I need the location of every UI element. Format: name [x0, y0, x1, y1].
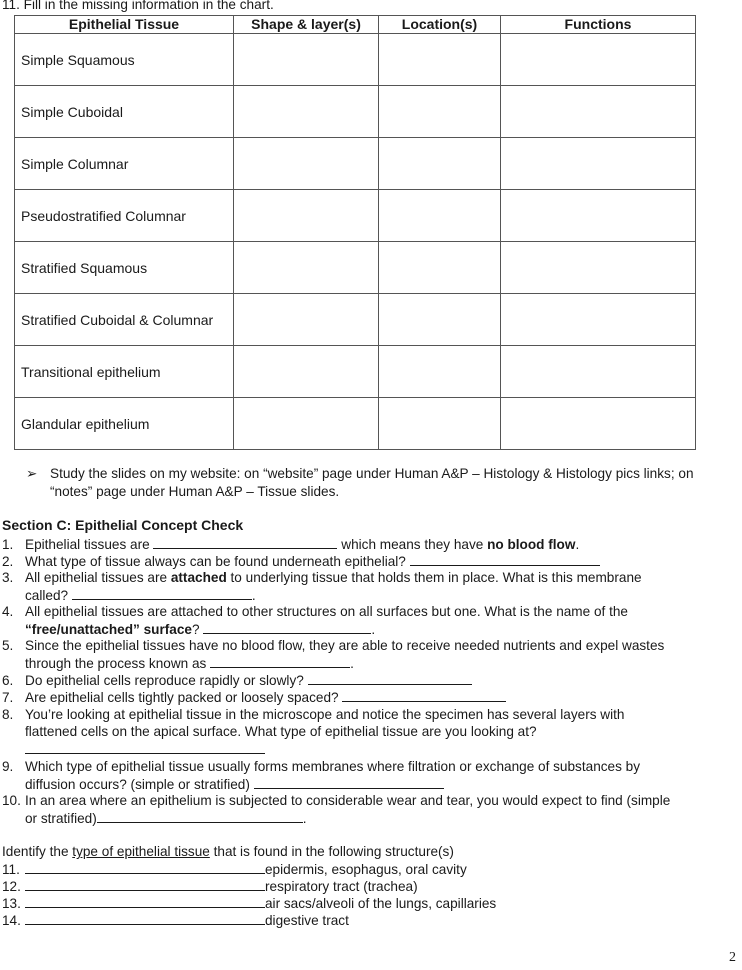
location-cell[interactable]	[379, 86, 501, 138]
function-cell[interactable]	[501, 398, 696, 450]
table-row	[15, 190, 696, 242]
answer-blank[interactable]	[308, 671, 472, 685]
tissue-name: Simple Cuboidal	[15, 86, 234, 138]
question-text: Since the epithelial tissues have no blood flow, they are able to receive needed nutrients and expel wastes	[25, 638, 665, 653]
question-number: 10.	[2, 793, 21, 808]
question-text: .	[350, 656, 354, 671]
question-4	[2, 603, 628, 620]
tissue-name: Simple Columnar	[15, 138, 234, 190]
instruction-underlined: type of epithelial tissue	[72, 844, 210, 859]
question-number: 11.	[2, 862, 20, 877]
question-8-answer-line	[25, 740, 265, 758]
shape-cell[interactable]	[234, 34, 379, 86]
question-text: What type of tissue always can be found underneath epithelial?	[25, 554, 406, 569]
identify-item	[2, 877, 418, 895]
question-number: 9.	[2, 759, 14, 774]
header-shape-layers: Shape & layer(s)	[234, 16, 379, 34]
table-row	[15, 398, 696, 450]
question-text: .	[302, 811, 307, 826]
function-cell[interactable]	[501, 242, 696, 294]
question-number: 12.	[2, 879, 21, 894]
question-text: called?	[25, 588, 69, 603]
question-emphasis: no blood flow	[487, 537, 576, 552]
tissue-name: Stratified Squamous	[15, 242, 234, 294]
answer-blank[interactable]	[342, 688, 506, 702]
table-row	[15, 242, 696, 294]
tissue-name: Pseudostratified Columnar	[15, 190, 234, 242]
header-functions: Functions	[501, 16, 696, 34]
question-text: All epithelial tissues are attached to other structures on all surfaces but one. What is the name of the	[25, 604, 628, 619]
question-9-continued	[25, 775, 444, 793]
item-text: epidermis, esophagus, oral cavity	[265, 862, 467, 877]
question-emphasis: attached	[170, 570, 227, 585]
identify-instruction	[2, 843, 454, 860]
answer-blank[interactable]	[25, 894, 265, 908]
question-number: 7.	[2, 690, 14, 705]
table-row	[15, 294, 696, 346]
question-number: 1.	[2, 537, 14, 552]
question-text: or stratified)	[25, 811, 97, 826]
table-row	[15, 346, 696, 398]
question-3-continued	[25, 586, 256, 604]
question-7	[2, 688, 506, 706]
question-text: In an area where an epithelium is subjected to considerable wear and tear, you would expect to find (simple	[25, 793, 671, 808]
study-note-text: Study the slides on my website: on “website” page under Human A&P – Histology & Histology pics links; on “notes” page under Human A&P – Tissue slides.	[50, 466, 694, 499]
shape-cell[interactable]	[234, 138, 379, 190]
item-text: respiratory tract (trachea)	[265, 879, 418, 894]
location-cell[interactable]	[379, 190, 501, 242]
function-cell[interactable]	[501, 34, 696, 86]
question-8-continued	[25, 723, 537, 740]
question-text: .	[575, 537, 580, 552]
question-text: which means they have	[341, 537, 484, 552]
shape-cell[interactable]	[234, 242, 379, 294]
question-8	[2, 706, 624, 723]
question-2	[2, 552, 600, 570]
section-title: Section C: Epithelial Concept Check	[2, 517, 244, 533]
question-text: Do epithelial cells reproduce rapidly or slowly?	[25, 673, 304, 688]
location-cell[interactable]	[379, 398, 501, 450]
location-cell[interactable]	[379, 294, 501, 346]
shape-cell[interactable]	[234, 346, 379, 398]
chart-instruction: 11. Fill in the missing information in the chart.	[2, 0, 274, 12]
question-emphasis: “free/unattached” surface	[25, 622, 192, 637]
question-text: Which type of epithelial tissue usually forms membranes where filtration or exchange of substances by	[25, 759, 641, 774]
answer-blank[interactable]	[97, 809, 303, 823]
location-cell[interactable]	[379, 346, 501, 398]
question-number: 4.	[2, 604, 14, 619]
question-10-continued	[25, 809, 307, 827]
question-4-continued	[25, 620, 375, 638]
answer-blank[interactable]	[254, 775, 444, 789]
question-5-continued	[25, 654, 354, 672]
function-cell[interactable]	[501, 86, 696, 138]
answer-blank[interactable]	[153, 535, 337, 549]
chart-header-row	[15, 16, 696, 34]
header-epithelial-tissue: Epithelial Tissue	[15, 16, 234, 34]
question-number: 8.	[2, 707, 14, 722]
question-6	[2, 671, 472, 689]
question-text: through the process known as	[25, 656, 207, 671]
function-cell[interactable]	[501, 294, 696, 346]
question-text: Epithelial tissues are	[25, 537, 150, 552]
question-text: flattened cells on the apical surface. What type of epithelial tissue are you looking at?	[25, 724, 537, 739]
question-1	[2, 535, 579, 553]
answer-blank[interactable]	[25, 740, 265, 754]
shape-cell[interactable]	[234, 86, 379, 138]
tissue-name: Stratified Cuboidal & Columnar	[15, 294, 234, 346]
question-number: 2.	[2, 554, 14, 569]
question-5	[2, 637, 664, 654]
question-text: All epithelial tissues are	[25, 570, 168, 585]
function-cell[interactable]	[501, 346, 696, 398]
item-text: digestive tract	[265, 913, 349, 928]
location-cell[interactable]	[379, 242, 501, 294]
answer-blank[interactable]	[210, 654, 350, 668]
item-text: air sacs/alveoli of the lungs, capillaries	[265, 896, 497, 911]
shape-cell[interactable]	[234, 190, 379, 242]
question-number: 6.	[2, 673, 14, 688]
header-locations: Location(s)	[379, 16, 501, 34]
answer-blank[interactable]	[203, 620, 371, 634]
question-number: 13.	[2, 896, 21, 911]
function-cell[interactable]	[501, 190, 696, 242]
answer-blank[interactable]	[72, 586, 252, 600]
epithelial-tissue-chart	[14, 15, 696, 450]
location-cell[interactable]	[379, 34, 501, 86]
function-cell[interactable]	[501, 138, 696, 190]
shape-cell[interactable]	[234, 398, 379, 450]
answer-blank[interactable]	[25, 911, 265, 925]
question-text: .	[251, 588, 256, 603]
question-number: 3.	[2, 570, 14, 585]
identify-item	[2, 911, 349, 929]
tissue-name: Glandular epithelium	[15, 398, 234, 450]
question-number: 5.	[2, 638, 14, 653]
tissue-name: Simple Squamous	[15, 34, 234, 86]
answer-blank[interactable]	[25, 877, 265, 891]
location-cell[interactable]	[379, 138, 501, 190]
identify-item	[2, 860, 467, 878]
question-text: Are epithelial cells tightly packed or loosely spaced?	[25, 690, 339, 705]
shape-cell[interactable]	[234, 294, 379, 346]
question-text: You’re looking at epithelial tissue in the microscope and notice the specimen has several layers with	[25, 707, 625, 722]
table-row	[15, 138, 696, 190]
question-9	[2, 758, 640, 775]
table-row	[15, 86, 696, 138]
arrow-bullet-icon: ➢	[26, 466, 38, 481]
question-text: diffusion occurs? (simple or stratified)	[25, 777, 250, 792]
instruction-text: Identify the	[2, 844, 69, 859]
question-number: 14.	[2, 913, 21, 928]
answer-blank[interactable]	[25, 860, 265, 874]
question-text: ?	[191, 622, 200, 637]
tissue-name: Transitional epithelium	[15, 346, 234, 398]
instruction-text: that is found in the following structure(s)	[213, 844, 454, 859]
table-row	[15, 34, 696, 86]
identify-item	[2, 894, 496, 912]
question-text: .	[371, 622, 376, 637]
page-number: 2	[729, 950, 736, 965]
question-10	[2, 792, 670, 809]
question-text: to underlying tissue that holds them in place. What is this membrane	[230, 570, 642, 585]
question-3	[2, 569, 642, 586]
answer-blank[interactable]	[410, 552, 600, 566]
